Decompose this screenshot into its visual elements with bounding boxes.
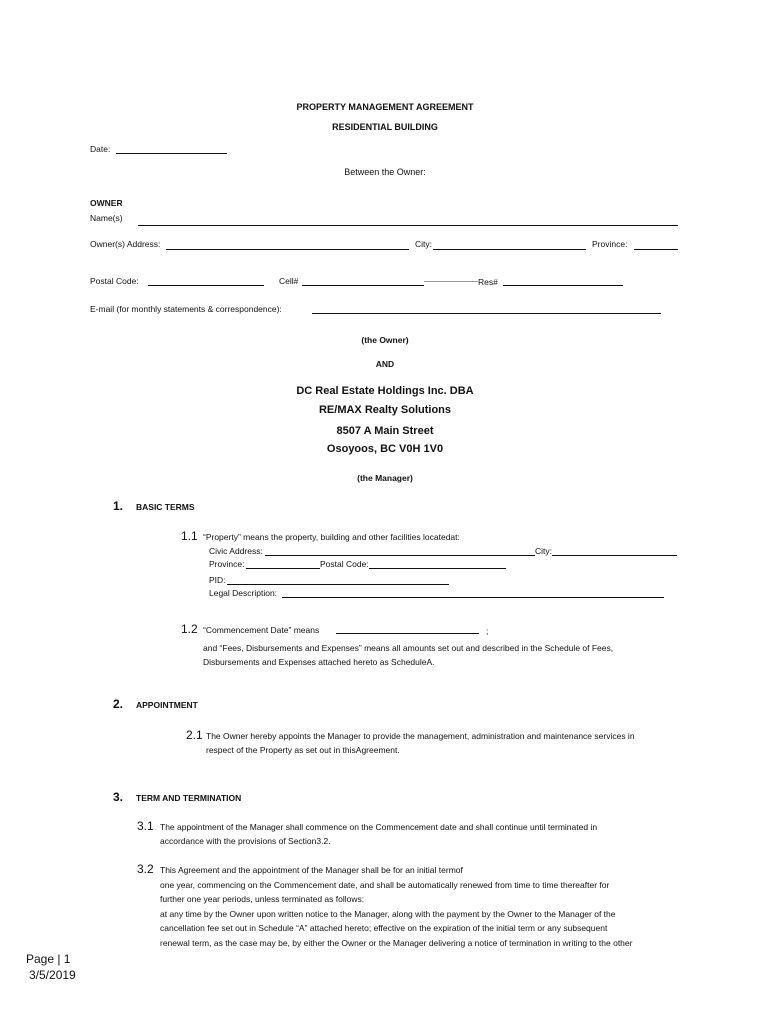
owner-tag: (the Owner)	[361, 335, 409, 345]
email-label: E-mail (for monthly statements & correspondence):	[90, 304, 282, 314]
owner-address-label: Owner(s) Address:	[90, 239, 161, 249]
clause-3-2-line-2: one year, commencing on the Commencement date, and shall be automatically renewed from time to time thereafter for	[160, 880, 610, 890]
clause-2-1-line-1: The Owner hereby appoints the Manager to provide the management, administration and maintenance services in	[206, 731, 635, 741]
postal-code-field[interactable]	[148, 285, 264, 286]
names-field[interactable]	[138, 225, 678, 226]
section-1-number: 1.	[113, 499, 124, 513]
clause-3-2-line-3: further one year periods, unless terminated as follows:	[160, 894, 365, 904]
between-owner-text: Between the Owner:	[344, 167, 426, 177]
res-field[interactable]	[503, 285, 623, 286]
clause-3-2-line-6: renewal term, as the case may be, by either the Owner or the Manager delivering a notice of termination in writing to the other	[160, 938, 633, 948]
clause-1-1-text: “Property” means the property, building and other facilities locatedat:	[203, 532, 460, 542]
clause-3-1-line-2: accordance with the provisions of Section3.2.	[160, 836, 331, 846]
document-subtitle: RESIDENTIAL BUILDING	[332, 122, 438, 132]
manager-tag: (the Manager)	[357, 473, 413, 483]
city-field[interactable]	[433, 249, 586, 250]
clause-3-2-line-1: This Agreement and the appointment of the Manager shall be for an initial termof	[160, 865, 463, 875]
manager-city: Osoyoos, BC V0H 1V0	[326, 443, 444, 455]
clause-3-2-number: 3.2	[137, 862, 154, 876]
document-title: PROPERTY MANAGEMENT AGREEMENT	[296, 102, 474, 112]
province-label: Province:	[592, 239, 628, 249]
section-2-title: APPOINTMENT	[136, 700, 198, 710]
footer-date: 3/5/2019	[29, 968, 76, 982]
pid-field[interactable]	[227, 584, 449, 585]
commencement-date-field[interactable]	[336, 633, 479, 634]
names-label: Name(s)	[90, 213, 123, 223]
clause-3-1-number: 3.1	[137, 819, 154, 833]
manager-street: 8507 A Main Street	[336, 425, 434, 437]
cell-res-divider	[424, 281, 478, 282]
clause-1-2-text: “Commencement Date” means	[203, 625, 320, 635]
clause-2-1-line-2: respect of the Property as set out in thisAgreement.	[206, 745, 400, 755]
manager-name: DC Real Estate Holdings Inc. DBA	[296, 385, 474, 397]
clause-3-2-line-4: at any time by the Owner upon written notice to the Manager, along with the payment by the Owner to the Manager of the	[160, 909, 616, 919]
clause-2-1-number: 2.1	[186, 728, 203, 742]
province-field[interactable]	[634, 249, 678, 250]
clause-1-1-number: 1.1	[181, 529, 198, 543]
date-field[interactable]	[116, 153, 227, 154]
manager-brand: RE/MAX Realty Solutions	[318, 404, 452, 416]
fees-text-line-2: Disbursements and Expenses attached hereto as ScheduleA.	[203, 657, 435, 667]
fees-text-line-1: and “Fees, Disbursements and Expenses” means all amounts set out and described in the Schedule of Fees,	[203, 643, 614, 653]
cell-label: Cell#	[279, 276, 299, 286]
postal-code-label: Postal Code:	[90, 276, 139, 286]
clause-1-2-semicolon: ;	[486, 626, 489, 636]
owner-address-field[interactable]	[166, 249, 409, 250]
property-city-field[interactable]	[552, 555, 677, 556]
pid-label: PID:	[209, 575, 226, 585]
property-city-label: City:	[535, 546, 552, 556]
date-label: Date:	[90, 144, 111, 154]
res-label: Res#	[478, 277, 498, 287]
legal-description-label: Legal Description:	[209, 588, 278, 598]
clause-1-2-number: 1.2	[181, 622, 198, 636]
cell-field[interactable]	[302, 285, 424, 286]
property-postal-field[interactable]	[369, 568, 506, 569]
property-province-field[interactable]	[246, 568, 320, 569]
clause-3-2-line-5: cancellation fee set out in Schedule “A” attached hereto; effective on the expiration of the initial term or any subsequent	[160, 923, 608, 933]
section-3-title: TERM AND TERMINATION	[136, 793, 242, 803]
page-number: Page | 1	[26, 952, 71, 966]
clause-3-1-line-1: The appointment of the Manager shall commence on the Commencement date and shall continue until terminated in	[160, 822, 598, 832]
city-label: City:	[415, 239, 432, 249]
owner-heading: OWNER	[90, 198, 123, 208]
property-province-label: Province:	[209, 559, 245, 569]
and-text: AND	[375, 359, 395, 369]
legal-description-field[interactable]	[282, 597, 664, 598]
section-3-number: 3.	[113, 790, 124, 804]
property-postal-label: Postal Code:	[320, 559, 369, 569]
section-1-title: BASIC TERMS	[136, 502, 195, 512]
civic-address-label: Civic Address:	[209, 546, 263, 556]
section-2-number: 2.	[113, 697, 124, 711]
email-field[interactable]	[312, 313, 661, 314]
civic-address-field[interactable]	[265, 555, 535, 556]
